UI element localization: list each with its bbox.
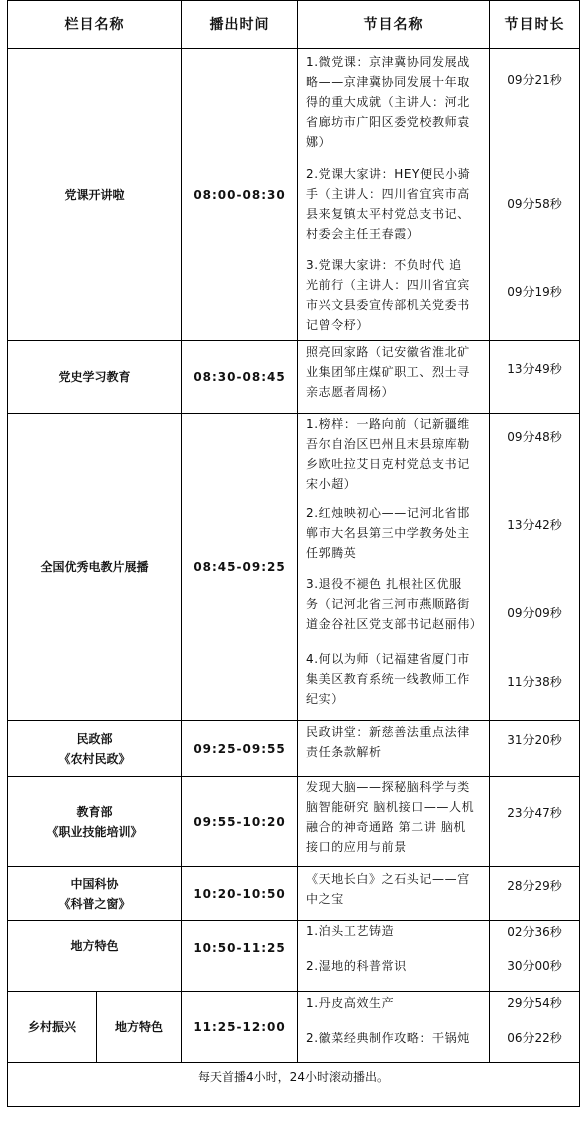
- row-5-program-1: 《天地长白》之石头记——宫 中之宝: [306, 872, 470, 906]
- row-2-duration-1: 09分48秒: [507, 430, 562, 444]
- row-4-column-line2: 《职业技能培训》: [46, 824, 143, 839]
- row-4-program-1: 发现大脑——探秘脑科学与类 脑智能研究 脑机接口——人机 融合的神奇通路 第二讲 脑机 接口的应用与前景: [306, 780, 475, 854]
- row-5-duration-1: 28分29秒: [507, 879, 562, 893]
- row-2-programs: [298, 414, 489, 720]
- row-0-time: 08:00-08:30: [193, 187, 286, 202]
- row-0-column-label: 党课开讲啦: [64, 187, 125, 202]
- row-3-programs: [298, 721, 489, 776]
- row-4-durations: [490, 777, 579, 866]
- row-7-time: 11:25-12:00: [193, 1020, 286, 1034]
- row-6-time: 10:50-11:25: [193, 941, 286, 955]
- row-5-durations: [490, 867, 579, 920]
- header-duration: 节目时长: [504, 16, 565, 33]
- row-5-time: 10:20-10:50: [193, 886, 286, 901]
- row-1-duration-1: 13分49秒: [507, 362, 562, 376]
- row-1-column: [8, 341, 181, 413]
- row-0-durations: [490, 49, 579, 340]
- row-0-duration-3: 09分19秒: [507, 285, 562, 299]
- row-2-column: [8, 414, 181, 720]
- row-2-program-3: 3.退役不褪色 扎根社区优服 务（记河北省三河市燕顺路街 道金谷社区党支部书记赵丽伟）: [306, 577, 483, 631]
- row-1-time: 08:30-08:45: [193, 370, 286, 384]
- header-broadcast-time: 播出时间: [209, 16, 270, 33]
- row-5-column: [8, 867, 181, 920]
- row-2-program-1: 1.榜样：一路向前（记新疆维 吾尔自治区巴州且末县琼库勒 乡欧吐拉艾日克村党总支书记 宋小超）: [306, 417, 470, 491]
- row-6-duration-2: 30分00秒: [507, 959, 562, 973]
- row-3-duration-1: 31分20秒: [507, 733, 562, 747]
- row-7-durations: [490, 992, 579, 1062]
- row-6-program-2: 2.湿地的科普常识: [306, 959, 407, 973]
- row-6-duration-1: 02分36秒: [507, 925, 562, 939]
- row-5-column-line1: 中国科协: [70, 876, 119, 891]
- row-0-program-2: 2.党课大家讲：HEY便民小骑 手（主讲人：四川省宜宾市高 县来复镇太平村党总支书记、 村委会主任王春霞）: [306, 167, 471, 241]
- row-5-column-line2: 《科普之窗》: [58, 896, 131, 911]
- row-3-column-line2: 《农村民政》: [58, 751, 131, 766]
- row-0-program-3: 3.党课大家讲：不负时代 追 光前行（主讲人：四川省宜宾 市兴文县委宣传部机关党委书 记曾令杼）: [306, 258, 470, 332]
- row-7-program-2: 2.徽菜经典制作攻略：干锅炖: [306, 1031, 470, 1045]
- row-7-program-1: 1.丹皮高效生产: [306, 996, 395, 1010]
- row-0-program-1: 1.微党课：京津冀协同发展战 略——京津冀协同发展十年取 得的重大成就（主讲人：河北 省廊坊市广阳区委党校教师袁 娜）: [306, 55, 470, 149]
- row-4-column-line1: 教育部: [76, 804, 113, 819]
- row-2-durations: [490, 414, 579, 720]
- row-2-time: 08:45-09:25: [193, 560, 286, 574]
- row-1-programs: [298, 341, 489, 413]
- row-7-duration-2: 06分22秒: [507, 1031, 562, 1045]
- row-1-program-1: 照亮回家路（记安徽省淮北矿 业集团邹庄煤矿职工、烈士寻 亲志愿者周杨）: [306, 345, 470, 399]
- row-2-duration-4: 11分38秒: [507, 675, 562, 689]
- row-6-programs: [298, 921, 489, 991]
- row-2-program-4: 4.何以为师（记福建省厦门市 集美区教育系统一线教师工作 纪实）: [306, 652, 470, 706]
- footer-note: 每天首播4小时，24小时滚动播出。: [198, 1070, 389, 1084]
- row-2-duration-3: 09分09秒: [507, 606, 562, 620]
- row-3-durations: [490, 721, 579, 776]
- row-3-time: 09:25-09:55: [193, 741, 286, 756]
- header-program-name: 节目名称: [363, 16, 424, 33]
- row-5-programs: [298, 867, 489, 920]
- row-0-duration-1: 09分21秒: [507, 73, 562, 87]
- row-1-column-label: 党史学习教育: [58, 370, 131, 384]
- row-7-column-label: 地方特色: [114, 1020, 163, 1034]
- row-6-program-1: 1.泊头工艺铸造: [306, 924, 395, 938]
- row-3-column: [8, 721, 181, 776]
- row-2-program-2: 2.红烛映初心——记河北省邯 郸市大名县第三中学教务处主 任郭腾英: [306, 506, 470, 560]
- row-4-programs: [298, 777, 489, 866]
- row-4-duration-1: 23分47秒: [507, 806, 562, 820]
- header-column-name: 栏目名称: [64, 16, 125, 33]
- row-4-column: [8, 777, 181, 866]
- row-7-column-group-label: 乡村振兴: [27, 1020, 76, 1034]
- row-1-durations: [490, 341, 579, 413]
- row-0-programs: [298, 49, 489, 340]
- row-2-column-label: 全国优秀电教片展播: [40, 560, 149, 574]
- row-7-column-group: [8, 992, 96, 1062]
- row-0-column: [8, 49, 181, 340]
- row-6-column-label: 地方特色: [70, 939, 119, 953]
- row-7-programs: [298, 992, 489, 1062]
- row-3-column-line1: 民政部: [76, 731, 113, 746]
- row-6-column: [8, 921, 181, 991]
- row-7-duration-1: 29分54秒: [507, 996, 562, 1010]
- row-7-column: [97, 992, 181, 1062]
- row-4-time: 09:55-10:20: [193, 814, 286, 829]
- row-2-duration-2: 13分42秒: [507, 518, 562, 532]
- row-0-duration-2: 09分58秒: [507, 197, 562, 211]
- row-3-program-1: 民政讲堂：新慈善法重点法律 责任条款解析: [306, 725, 470, 759]
- row-6-durations: [490, 921, 579, 991]
